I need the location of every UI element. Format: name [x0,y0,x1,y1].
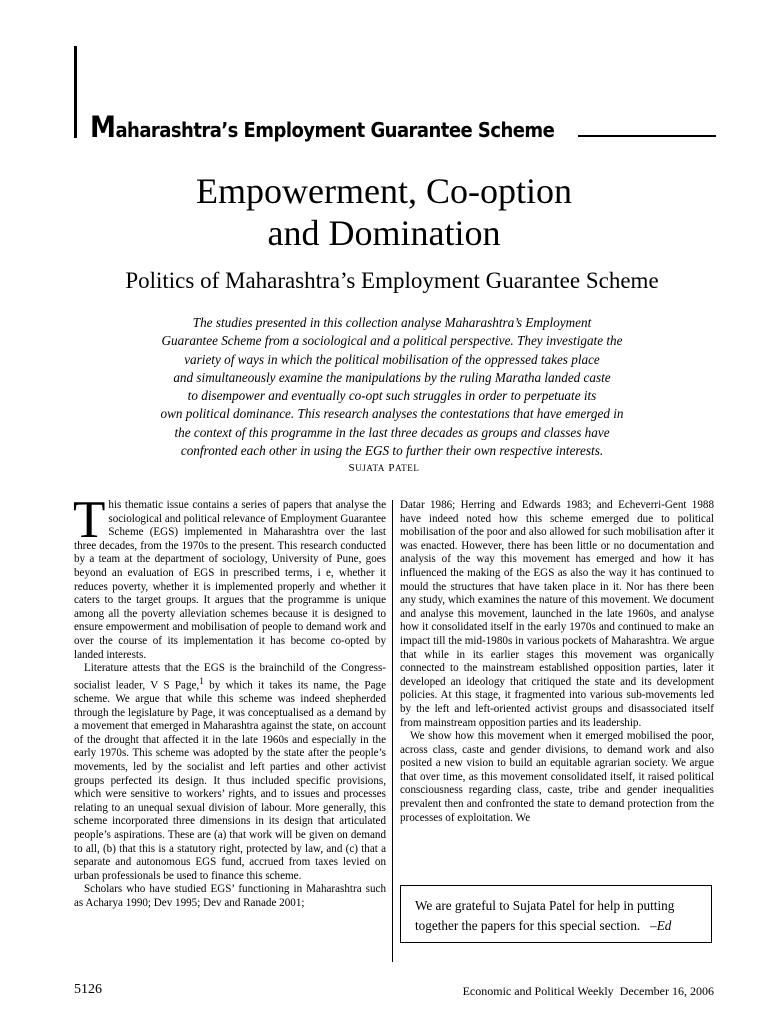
editor-note-box [400,885,712,943]
abstract-line: own political dominance. This research analyses the contestations that have emerged in [160,406,624,422]
article-title-line-2: and Domination [267,213,501,253]
author-first-rest: UJATA [355,463,385,473]
journal-name: Economic and Political Weekly [462,984,614,998]
author-first-initial: S [348,462,356,474]
header-vertical-rule [74,46,77,138]
abstract [96,314,688,460]
author-last-rest: ATEL [395,463,420,473]
body-paragraph: We show how this movement when it emerged mobilised the poor, across class, caste and gender divisions, to demand work and also posited a new vision to build an equitable agrarian society. We argue that over time, as this movement consolidated itself, it raised political consciousness regarding class, caste, tribe and gender inequalities prevalent then and confronted the state to demand protection from the processes of exploitation. We [400,730,714,824]
editor-signature: –Ed [650,918,672,933]
body-paragraph [73,491,386,662]
abstract-line: confronted each other in using the EGS to further their own respective interests. [180,443,604,459]
abstract-line: to disempower and eventually co-opt such struggles in order to perpetuate its [187,388,597,404]
body-column-right [400,499,714,825]
body-paragraph [74,662,386,883]
body-column-left [73,491,386,911]
body-paragraph: Datar 1986; Herring and Edwards 1983; and Echeverri-Gent 1988 have indeed noted how this scheme emerged due to political mobilisation of the poor and also allowed for such mobilisation after it was enacted. However, there has been little or no documentation and analysis of the way this movement has emerged and how it has influenced the making of the EGS as also the way it has continued to mould the structures that have taken place in it. Nor has there been any study, which examines the nature of this movement. We document and analyse this movement, launched in the late 1960s, and analyse how it consolidated itself in the early 1970s and continued to make an impact till the mid-1980s in various pockets of Maharashtra. We argue that while in its earlier stages this movement was organically connected to the mainstream established opposition parties, later it developed an ideology that critiqued the state and its development policies. At this stage, it fragmented into various sub-movements led by the left and left-oriented activist groups and disassociated itself from mainstream opposition parties and its leadership. [400,499,714,729]
article-subtitle: Politics of Maharashtra’s Employment Guarantee Scheme [125,268,659,293]
abstract-line: Guarantee Scheme from a sociological and a political perspective. They investigate the [161,333,623,349]
paragraph-text: his thematic issue contains a series of papers that analyse the sociological and political relevance of Employment Guarantee Scheme (EGS) implemented in Maharashtra over the last three decades, from the 1970s to the present. This research conducted by a team at the department of sociology, University of Pune, goes beyond an evaluation of EGS in prescribed terms, i e, whether it reduces poverty, whether it is implemented properly and whether it caters to the target groups. It argues that the programme is unique among all the poverty alleviation schemes because it is designed to ensure empowerment and mobilisation of people to demand work and over the course of its implementation it has become co-opted by landed interests. [74,499,386,661]
paragraph-text: by which it takes its name, the Page scheme. We argue that while this scheme was indeed shepherded through the legislature by Page, it was conceptualised as a demand by a movement that emerged in Maharashtra against the state, on account of the drought that affected it in the late 1960s and especially in the early 1970s. This scheme was adopted by the state after the people’s movements, led by the socialist and left parties and other activist groups perfected its design. It thus included specific provisions, which were sensitive to workers’ rights, and to issues and processes relating to an unequal sexual division of labour. More generally, this scheme incorporated three dimensions in its design that articulated people’s aspirations. These are (a) that work will be given on demand to all, (b) that this is a statutory right, protected by law, and (c) that a separate and autonomous EGS fund, accrued from taxes levied on urban professionals be used to finance this scheme. [74,679,386,882]
article-title [0,170,768,254]
abstract-line: the context of this programme in the last three decades as groups and classes have [174,424,610,440]
series-title-rule [578,135,716,137]
issue-date: December 16, 2006 [619,984,714,998]
author-last-initial: P [388,462,396,474]
abstract-line: The studies presented in this collection analyse Maharashtra’s Employment [192,315,592,330]
editor-note-text: We are grateful to Sujata Patel for help in putting together the papers for this special section. [415,898,675,933]
series-title [90,110,554,144]
article-title-line-1: Empowerment, Co-option [196,171,572,211]
abstract-line: and simultaneously examine the manipulations by the ruling Maratha landed caste [173,369,611,385]
body-paragraph: Scholars who have studied EGS’ functioning in Maharashtra such as Acharya 1990; Dev 1995; Dev and Ranade 2001; [74,883,386,909]
series-header [90,110,716,144]
journal-footer [463,984,714,999]
series-title-rest: aharashtra’s Employment Guarantee Scheme [115,118,555,142]
paragraph-text: Literature attests that the EGS is the brainchild of the Congress-socialist leader, V S Page, [74,662,386,692]
page-number: 5126 [74,982,102,997]
column-divider [392,500,393,962]
footnote-marker: 1 [199,676,204,687]
author-byline [0,462,768,474]
abstract-line: variety of ways in which the political mobilisation of the oppressed takes place [184,351,600,367]
series-title-initial: M [90,110,116,144]
drop-cap: T [73,491,106,549]
